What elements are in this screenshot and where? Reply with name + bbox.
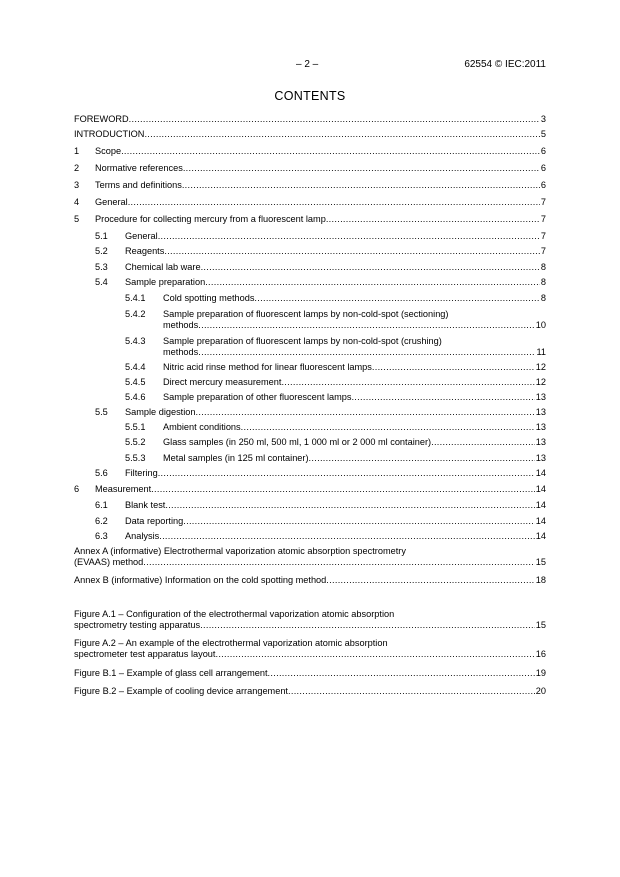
toc-entry[interactable] (95, 262, 546, 273)
toc-leader-dots (164, 246, 540, 257)
toc-entry-title: methods (163, 347, 199, 357)
toc-entry-title: Chemical lab ware (125, 262, 201, 272)
toc-leader-dots (128, 197, 540, 208)
toc-leader-dots (183, 163, 540, 174)
toc-entry-title: Figure A.2 – An example of the electrothermal vaporization atomic absorption (74, 638, 388, 648)
toc-leader-dots (268, 668, 535, 679)
toc-entry[interactable] (74, 575, 546, 586)
toc-entry-title: Figure A.1 – Configuration of the electrothermal vaporization atomic absorption (74, 609, 395, 619)
toc-entry-page: 8 (540, 262, 546, 272)
toc-entry-number: 5.4.4 (125, 362, 146, 372)
toc-entry-page: 13 (535, 437, 546, 447)
toc-entry[interactable] (74, 484, 546, 495)
toc-entry[interactable] (74, 197, 546, 208)
toc-leader-dots (144, 129, 539, 140)
toc-entry[interactable] (74, 686, 546, 697)
toc-entry-number: 5.5.2 (125, 437, 146, 447)
toc-leader-dots (143, 557, 534, 568)
toc-leader-dots (326, 214, 540, 225)
toc-entry-number: 6.3 (95, 531, 108, 541)
toc-entry-page: 7 (540, 231, 546, 241)
toc-entry-number: 2 (74, 163, 80, 173)
toc-entry-title: Sample preparation of fluorescent lamps by non-cold-spot (crushing) (163, 336, 442, 346)
toc-entry[interactable] (125, 309, 546, 331)
toc-entry-number: 5.4.5 (125, 377, 146, 387)
toc-leader-dots (158, 468, 535, 479)
toc-entry-page: 6 (540, 180, 546, 190)
toc-entry-page: 10 (535, 320, 546, 330)
toc-entry[interactable] (74, 180, 546, 191)
toc-entry-title: Procedure for collecting mercury from a fluorescent lamp (95, 214, 326, 224)
toc-entry-number: 5.5 (95, 407, 108, 417)
toc-entry-page: 13 (535, 407, 546, 417)
toc-entry[interactable] (125, 362, 546, 373)
toc-entry-page: 5 (540, 129, 546, 139)
toc-entry[interactable] (95, 246, 546, 257)
toc-entry-title: Filtering (125, 468, 158, 478)
toc-entry-title: Ambient conditions (163, 422, 241, 432)
toc-entry-page: 7 (540, 246, 546, 256)
toc-entry[interactable] (125, 422, 546, 433)
toc-entry[interactable] (74, 214, 546, 225)
toc-entry-title: Sample preparation of other fluorescent lamps (163, 392, 352, 402)
toc-entry-page: 8 (540, 277, 546, 287)
toc-entry-number: 5 (74, 214, 80, 224)
toc-entry[interactable] (125, 453, 546, 464)
toc-entry-page: 14 (535, 500, 546, 510)
toc-entry-number: 5.4.1 (125, 293, 146, 303)
toc-leader-dots (121, 146, 540, 157)
toc-entry-title: Figure B.2 – Example of cooling device arrangement (74, 686, 288, 696)
toc-entry[interactable] (74, 609, 546, 631)
toc-leader-dots (241, 422, 535, 433)
toc-entry-number: 5.4.6 (125, 392, 146, 402)
toc-entry-title: Reagents (125, 246, 165, 256)
contents-title: CONTENTS (274, 89, 346, 103)
toc-leader-dots (205, 277, 540, 288)
toc-entry-title: Normative references (95, 163, 183, 173)
toc-entry-title: Sample preparation (125, 277, 206, 287)
toc-entry[interactable] (95, 231, 546, 242)
toc-leader-dots (151, 484, 535, 495)
toc-leader-dots (288, 686, 535, 697)
toc-entry-title: Metal samples (in 125 ml container) (163, 453, 309, 463)
toc-entry[interactable] (74, 114, 546, 125)
toc-leader-dots (254, 293, 539, 304)
toc-entry-title: Measurement (95, 484, 152, 494)
toc-entry-page: 7 (540, 214, 546, 224)
toc-entry[interactable] (95, 407, 546, 418)
toc-entry[interactable] (95, 531, 546, 542)
toc-entry-title: INTRODUCTION (74, 129, 145, 139)
toc-entry-page: 15 (535, 557, 546, 567)
toc-leader-dots (182, 180, 540, 191)
toc-entry[interactable] (95, 500, 546, 511)
toc-entry-title: Sample preparation of fluorescent lamps by non-cold-spot (sectioning) (163, 309, 449, 319)
toc-entry-page: 8 (540, 293, 546, 303)
toc-entry-title: spectrometer test apparatus layout (74, 649, 216, 659)
toc-entry-number: 6.1 (95, 500, 108, 510)
toc-entry-title: Terms and definitions (95, 180, 182, 190)
toc-entry-page: 14 (535, 484, 546, 494)
toc-leader-dots (165, 500, 534, 511)
toc-leader-dots (195, 407, 534, 418)
toc-leader-dots (183, 516, 535, 527)
toc-entry-page: 15 (535, 620, 546, 630)
toc-entry-page: 16 (535, 649, 546, 659)
toc-entry-title: Annex A (informative) Electrothermal vaporization atomic absorption spectrometry (74, 546, 406, 556)
toc-entry[interactable] (125, 293, 546, 304)
toc-entry-title: General (125, 231, 158, 241)
page-number: – 2 – (296, 59, 319, 70)
toc-entry-title: Data reporting (125, 516, 184, 526)
toc-entry[interactable] (74, 668, 546, 679)
toc-entry-title: Cold spotting methods (163, 293, 255, 303)
toc-entry[interactable] (125, 437, 546, 448)
toc-entry-title: Glass samples (in 250 ml, 500 ml, 1 000 ml or 2 000 ml container) (163, 437, 432, 447)
toc-entry-number: 5.4.3 (125, 336, 146, 346)
document-reference: 62554 © IEC:2011 (464, 59, 546, 70)
toc-entry-title: Blank test (125, 500, 166, 510)
toc-entry-page: 7 (540, 197, 546, 207)
toc-entry-number: 5.4 (95, 277, 108, 287)
toc-entry-number: 5.2 (95, 246, 108, 256)
toc-entry-number: 5.3 (95, 262, 108, 272)
toc-entry-title: Scope (95, 146, 122, 156)
toc-entry-page: 12 (535, 362, 546, 372)
toc-entry-number: 6 (74, 484, 80, 494)
toc-entry-page: 11 (536, 347, 546, 357)
toc-entry[interactable] (74, 638, 546, 660)
toc-entry-title: Sample digestion (125, 407, 196, 417)
toc-entry-number: 1 (74, 146, 80, 156)
toc-entry[interactable] (95, 468, 546, 479)
toc-entry[interactable] (95, 277, 546, 288)
toc-entry-title: FOREWORD (74, 114, 129, 124)
toc-entry-page: 18 (535, 575, 546, 585)
toc-entry[interactable] (125, 336, 546, 358)
toc-leader-dots (198, 320, 535, 331)
toc-entry-title: Analysis (125, 531, 160, 541)
toc-entry-title: (EVAAS) method (74, 557, 144, 567)
toc-entry-page: 20 (535, 686, 546, 696)
toc-leader-dots (309, 453, 535, 464)
toc-entry[interactable] (74, 129, 546, 140)
toc-entry-number: 5.1 (95, 231, 108, 241)
toc-entry-number: 3 (74, 180, 80, 190)
toc-entry[interactable] (74, 546, 546, 568)
toc-entry-title: spectrometry testing apparatus (74, 620, 201, 630)
toc-entry-number: 5.5.3 (125, 453, 146, 463)
toc-leader-dots (159, 531, 535, 542)
toc-leader-dots (326, 575, 534, 586)
toc-entry[interactable] (74, 146, 546, 157)
toc-leader-dots (129, 114, 540, 125)
toc-leader-dots (281, 377, 534, 388)
toc-entry-number: 5.5.1 (125, 422, 146, 432)
toc-entry-page: 14 (535, 468, 546, 478)
toc-entry-page: 14 (535, 531, 546, 541)
toc-entry-page: 6 (540, 163, 546, 173)
toc-entry-page: 6 (540, 146, 546, 156)
toc-entry-title: Nitric acid rinse method for linear fluorescent lamps (163, 362, 372, 372)
toc-entry-title: Figure B.1 – Example of glass cell arrangement (74, 668, 268, 678)
toc-leader-dots (431, 437, 535, 448)
toc-entry-page: 12 (535, 377, 546, 387)
toc-entry-number: 4 (74, 197, 80, 207)
toc-entry-page: 13 (535, 422, 546, 432)
toc-leader-dots (372, 362, 535, 373)
toc-entry[interactable] (125, 392, 546, 403)
toc-entry-number: 6.2 (95, 516, 108, 526)
toc-leader-dots (158, 231, 540, 242)
toc-entry-number: 5.6 (95, 468, 108, 478)
toc-entry-page: 3 (540, 114, 546, 124)
toc-entry-page: 13 (535, 392, 546, 402)
toc-entry-title: methods (163, 320, 199, 330)
toc-entry-page: 14 (535, 516, 546, 526)
toc-leader-dots (198, 347, 535, 358)
toc-entry[interactable] (74, 163, 546, 174)
toc-entry-page: 19 (535, 668, 546, 678)
toc-entry-title: Annex B (informative) Information on the cold spotting method (74, 575, 327, 585)
toc-entry[interactable] (95, 516, 546, 527)
toc-leader-dots (201, 262, 540, 273)
toc-entry[interactable] (125, 377, 546, 388)
toc-entry-page: 13 (535, 453, 546, 463)
toc-entry-title: Direct mercury measurement (163, 377, 282, 387)
toc-leader-dots (200, 620, 535, 631)
toc-entry-number: 5.4.2 (125, 309, 146, 319)
toc-leader-dots (351, 392, 534, 403)
toc-entry-title: General (95, 197, 128, 207)
toc-leader-dots (215, 649, 534, 660)
